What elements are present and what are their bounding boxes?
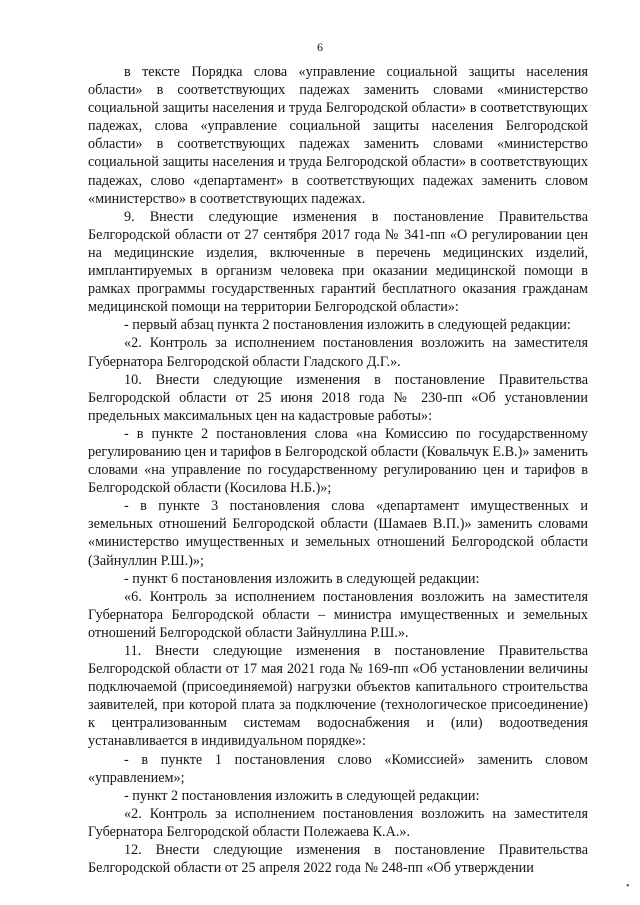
paragraph-2: 9. Внести следующие изменения в постановление Правительства Белгородской области от 27 сентября 2017 года № 341-пп «О регулировании цен на медицинские изделия, включенные в перечень медицинских изделий, имплантируемых в организм человека при оказании медицинской помощи в рамках программы государственных гарантий бесплатного оказания гражданам медицинской помощи на территории Белгородской области»: — [88, 208, 588, 316]
scan-artifact-dot: • — [626, 881, 630, 892]
paragraph-1: в тексте Порядка слова «управление социальной защиты населения области» в соответствующих падежах заменить словами «министерство социальной защиты населения и труда Белгородской области» в соответствующих падежах, слова «управление социальной защиты населения Белгородской области» в соответствующих падежах заменить словами «министерство социальной защиты населения и труда Белгородской области» в соответствующих падежах, слово «департамент» в соответствующих падежах заменить словом «министерство» в соответствующих падежах. — [88, 64, 588, 207]
paragraph-3: - первый абзац пункта 2 постановления изложить в следующей редакции: — [124, 317, 571, 334]
page-number: 6 — [317, 40, 323, 54]
paragraph-13: «2. Контроль за исполнением постановления возложить на заместителя Губернатора Белгородской области Полежаева К.А.». — [88, 805, 588, 840]
paragraph-8: - пункт 6 постановления изложить в следующей редакции: — [124, 570, 480, 587]
paragraph-10: 11. Внести следующие изменения в постановление Правительства Белгородской области от 17 мая 2021 года № 169-пп «Об установлении величины подключаемой (присоединяемой) нагрузки объектов капитального строительства заявителей, при которой плата за подключение (технологическое присоединение) к централизованным системам водоснабжения и (или) водоотведения устанавливается в индивидуальном порядке»: — [88, 643, 588, 750]
paragraph-5: 10. Внести следующие изменения в постановление Правительства Белгородской области от 25 июня 2018 года № 230-пп «Об установлении предельных максимальных цен на кадастровые работы»: — [88, 371, 588, 424]
paragraph-6: - в пункте 2 постановления слова «на Комиссию по государственному регулированию цен и тарифов в Белгородской области (Ковальчук Е.В.)» заменить словами «на управление по государственному регулированию цен и тарифов в Белгородской области (Косилова Н.Б.)»; — [88, 425, 589, 497]
document-body — [88, 63, 588, 877]
paragraph-9: «6. Контроль за исполнением постановления возложить на заместителя Губернатора Белгородской области – министра имущественных и земельных отношений Белгородской области Зайнуллина Р.Ш.». — [88, 588, 588, 641]
paragraph-7: - в пункте 3 постановления слова «департамент имущественных и земельных отношений Белгородской области (Шамаев В.П.)» заменить словами «министерство имущественных и земельных отношений Белгородской области (Зайнуллин Р.Ш.)»; — [88, 498, 588, 569]
paragraph-11: - в пункте 1 постановления слово «Комиссией» заменить словом «управлением»; — [88, 751, 588, 786]
paragraph-12: - пункт 2 постановления изложить в следующей редакции: — [124, 787, 480, 804]
paragraph-14: 12. Внести следующие изменения в постановление Правительства Белгородской области от 25 апреля 2022 года № 248-пп «Об утверждении — [88, 842, 588, 877]
paragraph-4: «2. Контроль за исполнением постановления возложить на заместителя Губернатора Белгородской области Гладского Д.Г.». — [88, 335, 588, 370]
